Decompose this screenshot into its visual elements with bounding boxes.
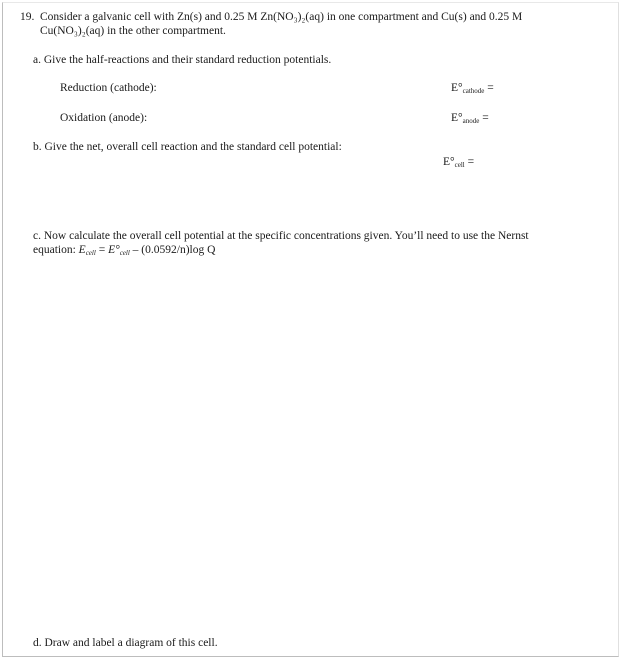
part-d-prompt: d. Draw and label a diagram of this cell. (33, 637, 218, 649)
nernst-equation-line (33, 243, 215, 260)
e-cell-label (443, 155, 474, 172)
oxidation-label: Oxidation (anode): (60, 112, 148, 124)
equals-sign: = (95, 244, 109, 256)
e-anode-label (451, 111, 489, 128)
page-frame (2, 2, 619, 657)
equals-sign: = (467, 156, 475, 168)
e-standard-symbol: E° (451, 82, 463, 94)
anode-subscript: anode (462, 117, 480, 125)
part-c-prompt-line-1: c. Now calculate the overall cell potential at the specific concentrations given. You’ll need to use the Nernst (33, 230, 529, 242)
e-standard-symbol: E° (443, 156, 455, 168)
question-text-line-2: Cu(NO₃)₂(aq) in the other compartment. (40, 25, 226, 37)
e-standard-symbol: E° (108, 244, 120, 256)
part-b-prompt: b. Give the net, overall cell reaction and the standard cell potential: (33, 141, 342, 153)
cell-subscript: cell (119, 249, 130, 257)
cell-subscript: cell (454, 161, 465, 169)
question-text-line-1: Consider a galvanic cell with Zn(s) and 0.25 M Zn(NO₃)₂(aq) in one compartment and Cu(s) and 0.25 M (40, 11, 523, 23)
equation-prefix: equation: (33, 244, 79, 256)
equals-sign: = (482, 112, 489, 124)
question-number: 19. (20, 11, 35, 23)
e-symbol: E (78, 244, 86, 256)
part-a-prompt: a. Give the half-reactions and their standard reduction potentials. (33, 54, 332, 66)
nernst-remainder: – (0.0592/n)log Q (129, 244, 216, 256)
reduction-label: Reduction (cathode): (60, 82, 157, 94)
equals-sign: = (487, 82, 494, 94)
e-standard-symbol: E° (451, 112, 463, 124)
e-cathode-label (451, 81, 494, 98)
cathode-subscript: cathode (462, 87, 485, 95)
cell-subscript: cell (85, 249, 96, 257)
